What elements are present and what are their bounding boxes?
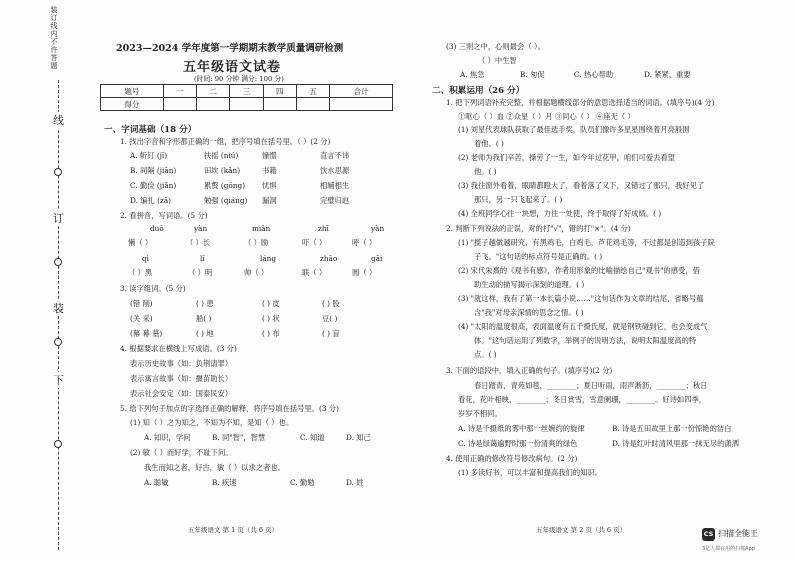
binding-circle: [54, 168, 62, 176]
q5-1: (1) 知（ ）之为知之，不知为不知，是知（ ）也。: [130, 418, 294, 427]
word-blank[interactable]: （ ）明: [188, 268, 213, 277]
binding-circle: [54, 258, 62, 266]
option-d: D. 编扎 (zā): [130, 196, 172, 205]
option-cell: 累赘 (gōng): [204, 181, 246, 190]
pinyin: yàn: [194, 224, 208, 233]
option: B. 匆促: [520, 70, 545, 79]
word-blank[interactable]: ( ) 布: [262, 329, 280, 338]
r1-words: ①呕心（ ）血 ②众星（ ）月 ③同心（ ） ④座无（ ）: [458, 112, 635, 121]
option-cell: 勉强 (qiáng): [204, 196, 248, 205]
binding-char-ding: 订: [53, 212, 64, 225]
word-blank[interactable]: 船( ): [196, 314, 212, 323]
pinyin: miǎn: [252, 224, 271, 233]
score-header: 合计: [330, 85, 393, 98]
binding-circle: [54, 440, 62, 448]
question-2: 2. 看拼音，写词语。(5 分): [120, 211, 208, 220]
word-blank[interactable]: （ ）长: [186, 238, 211, 247]
option: B. 同"智"，智慧: [212, 433, 266, 442]
idiom-prompt: 表示社会安定（如：国泰民安）: [130, 389, 233, 398]
watermark-tagline: 3亿人都在用的扫描App: [702, 546, 755, 552]
score-cell[interactable]: [330, 98, 393, 111]
option: A. 知识，学问: [144, 433, 191, 442]
option-cell: 完璧归赵: [320, 196, 350, 205]
score-cell[interactable]: [230, 98, 263, 111]
binding-char-zhuang: 装: [53, 302, 64, 315]
score-cell[interactable]: [296, 98, 329, 111]
option: C. 勤勉: [290, 478, 315, 487]
binding-note: 装订线内不许答题: [50, 6, 58, 70]
option: D. 紧紧，重要: [644, 70, 691, 79]
section-2-title: 二、积累运用（26 分）: [432, 86, 525, 96]
watermark-name: 扫描全能王: [718, 529, 758, 538]
word-blank[interactable]: 联（ ）: [302, 268, 327, 277]
option-a: A. 斩钉 (jī): [130, 151, 168, 160]
binding-margin: [0, 0, 82, 561]
r2-line: (2) 宋代朱熹的《观书有感》，作者用形象的比喻描绘自己"观书"的感受，借: [458, 266, 700, 275]
word-blank[interactable]: ( ) 地: [196, 329, 214, 338]
r3-line: 春日踏青，青苑如毯，________；夏日听雨，雨声淅沥，________；秋日: [474, 381, 708, 390]
score-cell[interactable]: [263, 98, 296, 111]
option-cell: 扶摇 (niú): [204, 151, 239, 160]
r1-line: (4) 全班同学心往一块想，力往一处使，终于取得了好成绩。( ): [458, 209, 662, 218]
binding-char-xian: 线: [53, 114, 64, 127]
option-cell: 直言不讳: [320, 151, 350, 160]
option-cell: 相辅相生: [320, 181, 350, 190]
r3-line: 看花，花叶相映，________；冬日赏雪，雪意阑珊，________。好诗如四季，: [458, 395, 707, 404]
option-c: C. 勤俭 (jiǎn): [130, 181, 177, 190]
r2-line: (4) "太阳的温度很高，表面温度有五千摄氏度，就是钢铁碰到它，也会变成气: [458, 322, 708, 331]
page-footer-2: 五年级语文 第 2 页（共 6 页）: [536, 526, 627, 534]
r1-line: 那只，另一只飞起来了。( ): [474, 195, 563, 204]
option: B. 疾速: [212, 478, 237, 487]
q5-3-note: （ ）中生智: [478, 56, 517, 65]
char-group: (错 削): [130, 299, 153, 308]
r2-line: 点。( ): [474, 350, 497, 359]
option: B. 诗是五田故里上那一份惊艳的洁白: [612, 424, 732, 433]
question-4: 4. 根据要求在横线上写成语。(3 分): [120, 344, 237, 353]
pinyin: duō: [150, 224, 164, 233]
r2-line: (1) "揽子越做越研究，有黑鸡毛，白鸡毛，芦花鸡毛等，不过都是创造到孩子院: [458, 238, 715, 247]
word-blank[interactable]: （ ）黑: [128, 268, 153, 277]
pinyin: zhāo: [320, 254, 338, 263]
r1-line: (1) 刘星代表球队获取了最佳选手奖，队员们像许多星星围绕着月亮般围: [458, 125, 690, 134]
option-cell: 书籍: [262, 166, 277, 175]
binding-circle: [54, 338, 62, 346]
word-blank[interactable]: ( ) 状: [262, 314, 280, 323]
r1-line: 着他。( ): [474, 139, 504, 148]
page-footer-1: 五年级语文 第 1 页（共 6 页）: [188, 526, 279, 534]
word-blank[interactable]: 圆（ ）: [352, 268, 377, 277]
option: D. 诗是红叶时清风里那一抹无尽的潇洒: [612, 439, 739, 448]
idiom-prompt: 表示历史故事（如：负荆请罪）: [130, 359, 233, 368]
pinyin: láng: [260, 254, 277, 263]
option-cell: 漏洞: [262, 196, 277, 205]
score-header: 五: [296, 85, 329, 98]
score-table: [100, 84, 393, 111]
score-header: 三: [230, 85, 263, 98]
q5-2: (2) 敏（ ）而好学，不耻下问。: [130, 448, 233, 457]
score-cell[interactable]: [163, 98, 196, 111]
exam-info: (时间: 90 分钟 满分: 100 分): [194, 75, 284, 83]
score-header: 四: [263, 85, 296, 98]
r1-line: (2) 老师为我们辛苦，操劳了一生，如今年过花甲，咱们可爱去看望: [458, 153, 675, 162]
r1-line: (3) 我往窗外看着，眼睛都瞪大了，看着落了又下，又错过了那只，我好见了: [458, 181, 705, 190]
option: A. 诗是千摄纸的雾中那一丝婉约的旋律: [458, 424, 585, 433]
char-group: (关 采): [130, 314, 153, 323]
word-blank[interactable]: ( ) 盲: [322, 329, 340, 338]
option-cell: 田坎 (kǎn): [204, 166, 241, 175]
score-row-label: 得分: [101, 98, 164, 111]
option: D. 姓: [346, 478, 364, 487]
r-question-4: 4. 使用正确的修改符号修改病句。(2 分): [446, 454, 578, 463]
r-question-1: 1. 把下列词语补充完整，并根据题横线部分的意思选择适当的词语。(填序号)(4 分): [446, 98, 715, 107]
q5-2-note: 我生而知之者，好古，敏（ ）以求之者也。: [144, 463, 285, 472]
r2-line: 子飞。"这句话的标点符号是正确的。( ): [474, 252, 603, 261]
question-5: 5. 给下列句子加点的字选择正确的解释，将序号填在括号里。(3 分): [120, 404, 339, 413]
word-blank[interactable]: 呼（ ）: [352, 238, 377, 247]
binding-char-xia: 下: [53, 374, 64, 387]
camscanner-logo-icon: CS: [702, 528, 715, 541]
r2-line: 助生动的描写揭示深刻的道理。( ): [474, 280, 585, 289]
option: C. 知道: [300, 433, 325, 442]
pinyin: yàn: [371, 224, 385, 233]
question-1: 1. 找出字音和字形都正确的一组，把序号填在括号里。（ ）(2 分): [120, 137, 331, 146]
idiom-prompt: 表示寓言故事（如：揠苗助长）: [130, 374, 233, 383]
r2-line: 含"我"对母亲深情的思念之情。( ): [474, 308, 584, 317]
pinyin: gāi: [371, 254, 383, 263]
score-cell[interactable]: [197, 98, 230, 111]
option: D. 知己: [346, 433, 371, 442]
r1-line: 他。( ): [474, 167, 497, 176]
exam-subtitle: 五年级语文试卷: [183, 60, 282, 75]
word-blank[interactable]: ( ) 股: [322, 299, 340, 308]
question-3: 3. 读字组词。(5 分): [120, 284, 186, 293]
score-header: 二: [197, 85, 230, 98]
word-blank[interactable]: 豆( ): [322, 314, 338, 323]
r-question-2: 2. 判断下列说法的正误，对的打"√"，错的打"×"。(4 分): [446, 224, 631, 233]
word-blank[interactable]: 帅（ ）: [244, 268, 269, 277]
option-cell: 饮水思源: [320, 166, 350, 175]
option-cell: 憧憬: [262, 151, 277, 160]
option-cell: 忧惧: [262, 181, 277, 190]
r3-line: 岁岁不相同。: [458, 409, 502, 418]
option: C. 诗是绿蔼遍野时那一份清爽的绿色: [458, 439, 578, 448]
exam-title: 2023—2024 学年度第一学期期末教学质量调研检测: [116, 43, 344, 54]
r2-line: 体。"这句话运用了列数字，举例子的说明方法，说明太阳温度高的特: [474, 336, 697, 345]
score-header: 题号: [101, 85, 164, 98]
word-blank[interactable]: 吓（ ）: [302, 238, 327, 247]
pinyin: zhī: [318, 224, 329, 233]
word-blank[interactable]: 懒（ ）: [128, 238, 153, 247]
word-blank[interactable]: ( ) 患: [196, 299, 214, 308]
section-1-title: 一、字词基础（18 分）: [104, 125, 197, 135]
word-blank[interactable]: （ ）励: [244, 238, 269, 247]
score-header: 一: [163, 85, 196, 98]
r-question-3: 3. 下面的语段中，填入正确的句子。(填序号)(2 分): [446, 366, 613, 375]
r2-line: (3) "就这样，我有了第一本长篇小说……"这句话作为文章的结尾，省略号蕴: [458, 294, 704, 303]
char-group: (幕 幕 墓): [130, 329, 163, 338]
option: C. 热心帮助: [574, 70, 614, 79]
pinyin: qì: [142, 254, 150, 263]
option-b: B. 间隔 (jiān): [130, 166, 177, 175]
q5-3: (3) 三则之中，心则最会（ ）。: [446, 42, 545, 51]
option: A. 聪敏: [144, 478, 169, 487]
pinyin: lǐ: [200, 254, 205, 263]
word-blank[interactable]: ( ) 皮: [262, 299, 280, 308]
r4-1: (1) 多读好书，可以丰富和提高我们的知识。: [458, 468, 602, 477]
option: A. 焦急: [460, 70, 485, 79]
